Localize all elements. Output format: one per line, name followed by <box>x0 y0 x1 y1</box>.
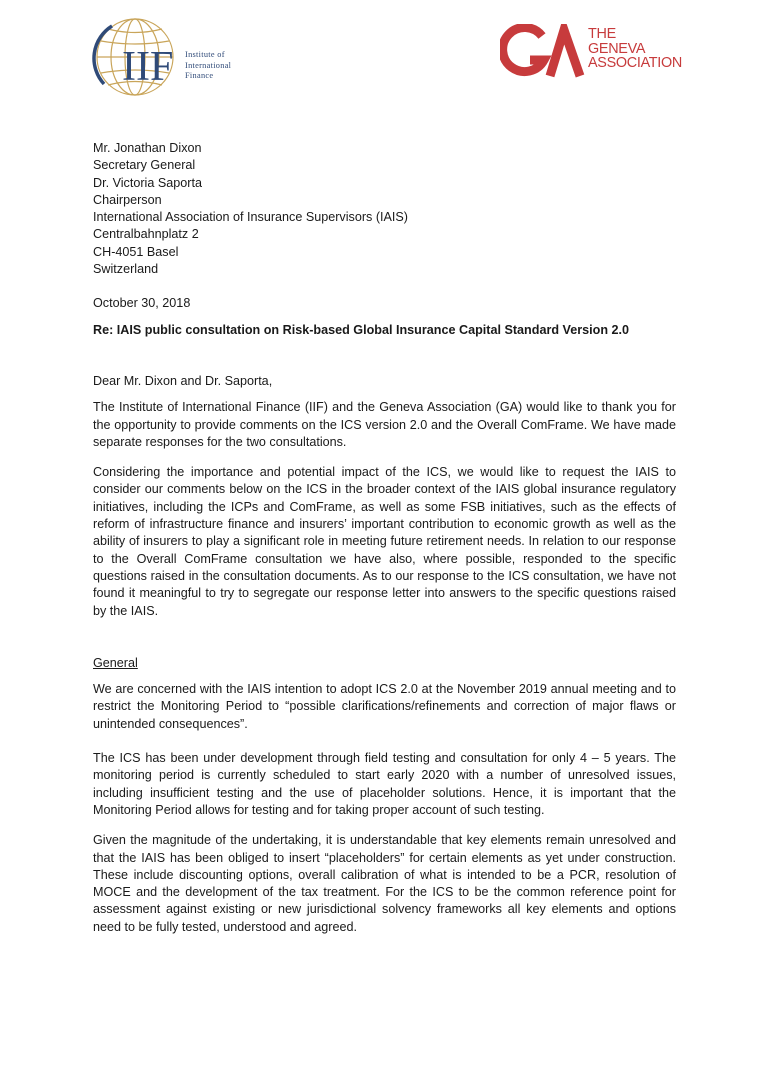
body-paragraph: The ICS has been under development through field testing and consultation for only 4 – 5 years. The monitoring period is currently scheduled to start early 2020 with a number of unresolved issues, including insufficient testing and the use of placeholder solutions. Hence, it is important that the Monitoring Period allows for testing and for taking proper account of such testing. <box>93 751 676 817</box>
section-heading-general: General <box>93 655 138 670</box>
body-paragraph: Considering the importance and potential impact of the ICS, we would like to request the IAIS to consider our comments below on the ICS in the broader context of the IAIS global insurance regulatory initiatives, including the ICPs and ComFrame, as well as some FSB initiatives, such as the effects of reform of infrastructure finance and insurers’ important contribution to economic growth as well as the ability of insurers to play a significant role in meeting future retirement needs. In relation to our response to the Overall ComFrame consultation we have also, where possible, responded to the specific questions raised in the consultation documents. As to our response to the ICS consultation, we have not found it meaningful to try to segregate our response letter into answers to the specific questions raised by the IAIS. <box>93 465 676 618</box>
iif-wordmark <box>185 50 231 82</box>
letter-date: October 30, 2018 <box>93 296 191 311</box>
address-line: Chairperson <box>93 192 162 207</box>
iif-line: Finance <box>185 71 214 80</box>
iif-line: International <box>185 60 232 70</box>
geneva-association-logo <box>500 24 700 86</box>
ga-mark-icon <box>500 24 586 82</box>
ga-line: ASSOCIATION <box>588 55 682 71</box>
body-paragraph: Given the magnitude of the undertaking, it is understandable that key elements remain unresolved and that the IAIS has been obliged to insert “placeholders” for certain elements as yet under construction. These include discounting options, overall calibration of what is intended to be a PCR, resolution of MOCE and the development of the tax treatment. For the ICS to be the common reference point for assessment against existing or new jurisdictional solvency frameworks all key elements and options need to be fully tested, understood and agreed. <box>93 833 676 934</box>
salutation: Dear Mr. Dixon and Dr. Saporta, <box>93 373 273 388</box>
body-paragraph: The Institute of International Finance (IIF) and the Geneva Association (GA) would like to thank you for the opportunity to provide comments on the ICS version 2.0 and the Overall ComFrame. We have made separate responses for the two consultations. <box>93 400 676 449</box>
subject-line: Re: IAIS public consultation on Risk-based Global Insurance Capital Standard Version 2.0 <box>93 322 630 337</box>
recipient-address <box>93 140 676 278</box>
ga-line: GENEVA <box>588 40 646 57</box>
iif-monogram: IIF <box>122 44 174 90</box>
address-line: Dr. Victoria Saporta <box>93 175 202 190</box>
address-line: International Association of Insurance Supervisors (IAIS) <box>93 210 409 225</box>
address-line: Mr. Jonathan Dixon <box>93 141 202 155</box>
address-line: Centralbahnplatz 2 <box>93 227 199 242</box>
ga-line: THE <box>588 26 616 42</box>
iif-globe-icon <box>92 14 182 100</box>
address-line: Switzerland <box>93 262 159 277</box>
ga-wordmark <box>588 27 682 71</box>
iif-logo <box>92 14 262 100</box>
address-line: Secretary General <box>93 158 196 173</box>
letter-body <box>93 140 676 936</box>
body-paragraph: We are concerned with the IAIS intention to adopt ICS 2.0 at the November 2019 annual meeting and to restrict the Monitoring Period to “possible clarifications/refinements and correction of major flaws or unintended consequences”. <box>93 682 676 731</box>
iif-line: Institute of <box>185 50 225 59</box>
address-line: CH-4051 Basel <box>93 244 179 259</box>
